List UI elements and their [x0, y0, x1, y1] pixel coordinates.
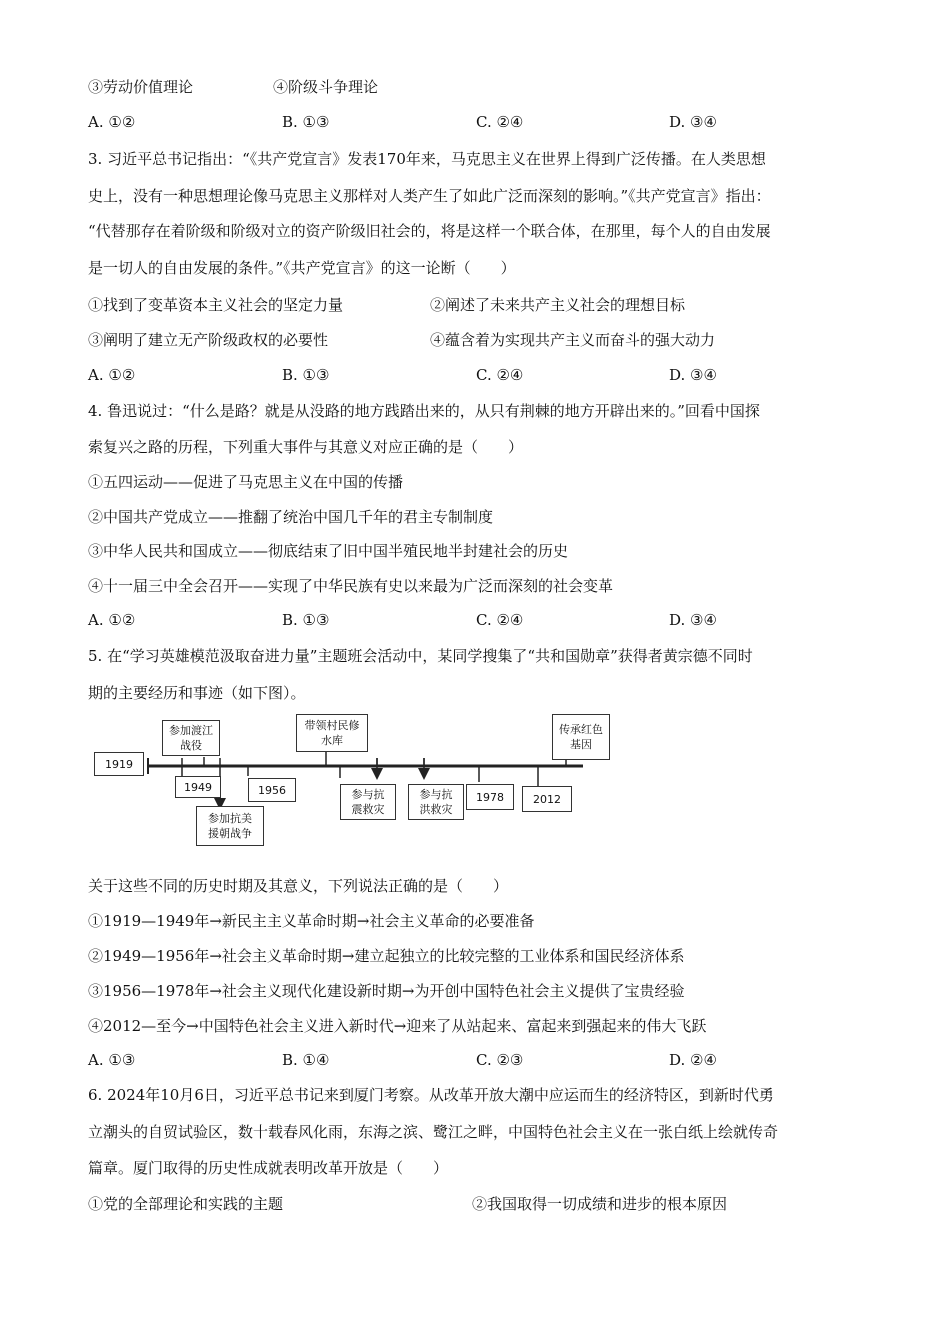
q4-option-a: A. ①②	[88, 611, 136, 629]
q5-item-1: ①1919—1949年→新民主主义革命时期→社会主义革命的必要准备	[88, 912, 535, 930]
q3-item-3: ③阐明了建立无产阶级政权的必要性	[88, 331, 329, 349]
q5-option-d: D. ②④	[669, 1051, 717, 1069]
timeline-year-1919: 1919	[94, 752, 144, 776]
q4-item-2: ②中国共产党成立——推翻了统治中国几千年的君主专制制度	[88, 508, 494, 526]
timeline-event-reservoir: 带领村民修水库	[296, 714, 368, 752]
q4-stem-line: 4. 鲁迅说过：“什么是路？就是从没路的地方践踏出来的，从只有荆棘的地方开辟出来的。”回看中国探	[88, 402, 760, 420]
q6-item-2: ②我国取得一切成绩和进步的根本原因	[472, 1195, 728, 1213]
q3-item-2: ②阐述了未来共产主义社会的理想目标	[430, 296, 686, 314]
timeline-year-1956: 1956	[248, 778, 296, 802]
q3-option-d: D. ③④	[669, 366, 717, 384]
q4-item-3: ③中华人民共和国成立——彻底结束了旧中国半殖民地半封建社会的历史	[88, 542, 569, 560]
timeline-year-1978: 1978	[466, 784, 514, 810]
q5-option-a: A. ①③	[88, 1051, 136, 1069]
q4-option-d: D. ③④	[669, 611, 717, 629]
q3-option-a: A. ①②	[88, 366, 136, 384]
q5-option-b: B. ①④	[282, 1051, 330, 1069]
q4-stem-line: 索复兴之路的历程，下列重大事件与其意义对应正确的是（ ）	[88, 438, 524, 456]
timeline-year-1949: 1949	[175, 776, 221, 798]
q5-item-2: ②1949—1956年→社会主义革命时期→建立起独立的比较完整的工业体系和国民经济体系	[88, 947, 685, 965]
q4-item-1: ①五四运动——促进了马克思主义在中国的传播	[88, 473, 404, 491]
q2-item-3: ③劳动价值理论	[88, 78, 194, 96]
q2-option-d: D. ③④	[669, 113, 717, 131]
q3-stem-line: 3. 习近平总书记指出：“《共产党宣言》发表170年来，马克思主义在世界上得到广泛传播。在人类思想	[88, 150, 766, 168]
q3-stem-line: 是一切人的自由发展的条件。”《共产党宣言》的这一论断（ ）	[88, 259, 516, 277]
q2-option-a: A. ①②	[88, 113, 136, 131]
timeline-event-red-gene: 传承红色基因	[552, 714, 610, 760]
q3-item-4: ④蕴含着为实现共产主义而奋斗的强大动力	[430, 331, 716, 349]
q5-stem-line: 期的主要经历和事迹（如下图）。	[88, 684, 306, 702]
q4-option-b: B. ①③	[282, 611, 330, 629]
timeline-event-crossing-yangtze: 参加渡江战役	[162, 720, 220, 756]
q3-option-c: C. ②④	[476, 366, 524, 384]
timeline-event-flood-relief: 参与抗洪救灾	[408, 784, 464, 820]
q5-option-c: C. ②③	[476, 1051, 524, 1069]
q5-item-3: ③1956—1978年→社会主义现代化建设新时期→为开创中国特色社会主义提供了宝贵经验	[88, 982, 685, 1000]
timeline-figure	[88, 712, 628, 857]
timeline-event-korean-war: 参加抗美援朝战争	[196, 806, 264, 846]
q3-stem-line: “代替那存在着阶级和阶级对立的资产阶级旧社会的，将是这样一个联合体，在那里，每个人的自由发展	[88, 222, 771, 240]
q6-stem-line: 6. 2024年10月6日，习近平总书记来到厦门考察。从改革开放大潮中应运而生的经济特区，到新时代勇	[88, 1086, 774, 1104]
q2-option-c: C. ②④	[476, 113, 524, 131]
timeline-year-2012: 2012	[522, 786, 572, 812]
q3-option-b: B. ①③	[282, 366, 330, 384]
q2-item-4: ④阶级斗争理论	[273, 78, 379, 96]
q4-item-4: ④十一届三中全会召开——实现了中华民族有史以来最为广泛而深刻的社会变革	[88, 577, 614, 595]
q5-item-4: ④2012—至今→中国特色社会主义进入新时代→迎来了从站起来、富起来到强起来的伟大飞跃	[88, 1017, 707, 1035]
q6-item-1: ①党的全部理论和实践的主题	[88, 1195, 284, 1213]
q6-stem-line: 篇章。厦门取得的历史性成就表明改革开放是（ ）	[88, 1159, 449, 1177]
q5-stem-line: 5. 在“学习英雄模范汲取奋进力量”主题班会活动中，某同学搜集了“共和国勋章”获得者黄宗德不同时	[88, 647, 753, 665]
q4-option-c: C. ②④	[476, 611, 524, 629]
timeline-event-earthquake-relief: 参与抗震救灾	[340, 784, 396, 820]
q2-option-b: B. ①③	[282, 113, 330, 131]
q5-question: 关于这些不同的历史时期及其意义，下列说法正确的是（ ）	[88, 877, 509, 895]
q6-stem-line: 立潮头的自贸试验区，数十载春风化雨，东海之滨、鹭江之畔，中国特色社会主义在一张白纸上绘就传奇	[88, 1123, 779, 1141]
q3-stem-line: 史上，没有一种思想理论像马克思主义那样对人类产生了如此广泛而深刻的影响。”《共产党宣言》指出：	[88, 187, 771, 205]
q3-item-1: ①找到了变革资本主义社会的坚定力量	[88, 296, 344, 314]
